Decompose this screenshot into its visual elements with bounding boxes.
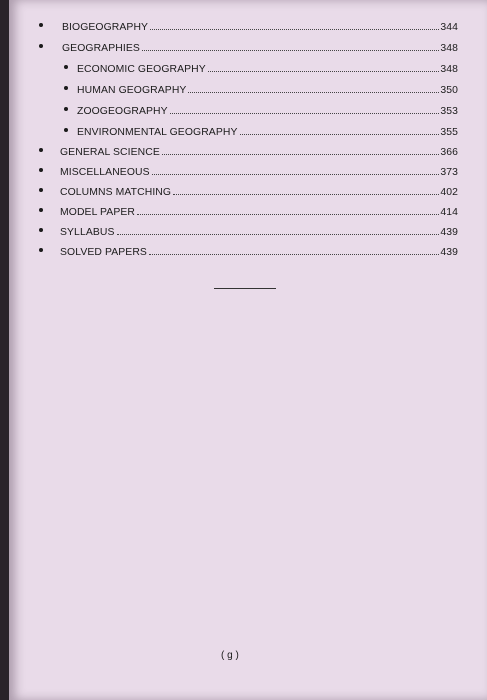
toc-entry-label: SYLLABUS [60, 227, 115, 238]
toc-entry-page: 348 [440, 43, 458, 54]
dot-leader [117, 233, 440, 235]
toc-entry-label: ZOOGEOGRAPHY [77, 106, 168, 117]
bullet-icon [39, 44, 43, 48]
toc-entry-page: 353 [440, 106, 458, 117]
page-number: ( g ) [221, 650, 239, 661]
bullet-icon [39, 208, 43, 212]
toc-entry-page: 414 [440, 207, 458, 218]
bullet-icon [39, 23, 43, 27]
toc-entry-page: 402 [440, 187, 458, 198]
toc-entry-columns-matching [60, 182, 458, 198]
toc-entry-label: MISCELLANEOUS [60, 167, 150, 178]
toc-entry-page: 373 [440, 167, 458, 178]
toc-entry-syllabus [60, 222, 458, 238]
toc-entry-environmental-geography [77, 122, 458, 138]
toc-entry-label: SOLVED PAPERS [60, 247, 147, 258]
toc-entry-page: 344 [440, 22, 458, 33]
toc-entry-page: 355 [440, 127, 458, 138]
bullet-icon [64, 65, 68, 69]
dot-leader [142, 49, 439, 51]
toc-entry-label: ENVIRONMENTAL GEOGRAPHY [77, 127, 238, 138]
toc-entry-page: 348 [440, 64, 458, 75]
toc-entry-label: MODEL PAPER [60, 207, 136, 218]
toc-entry-general-science [60, 142, 458, 158]
dot-leader [173, 193, 439, 195]
toc-entry-label: GENERAL SCIENCE [60, 147, 160, 158]
dot-leader [137, 213, 439, 215]
dot-leader [240, 133, 440, 135]
toc-entry-label: GEOGRAPHIES [62, 43, 140, 54]
bullet-icon [39, 148, 43, 152]
toc-entry-page: 350 [440, 85, 458, 96]
dot-leader [162, 153, 440, 155]
toc-entry-human-geography [77, 80, 458, 96]
toc-entry-label: BIOGEOGRAPHY [62, 22, 149, 33]
dot-leader [170, 112, 440, 114]
bullet-icon [64, 107, 68, 111]
toc-entry-page: 439 [440, 227, 458, 238]
section-divider [214, 288, 276, 289]
toc-entry-zoogeography [77, 101, 458, 117]
toc-entry-page: 439 [440, 247, 458, 258]
dot-leader [188, 91, 439, 93]
toc-entry-model-paper [60, 202, 458, 218]
dot-leader [152, 173, 440, 175]
toc-entry-economic-geography [77, 59, 458, 75]
dot-leader [150, 28, 439, 30]
document-page [9, 0, 487, 700]
toc-entry-label: HUMAN GEOGRAPHY [77, 85, 187, 96]
dot-leader [149, 253, 439, 255]
toc-entry-label: COLUMNS MATCHING [60, 187, 172, 198]
bullet-icon [39, 188, 43, 192]
bullet-icon [64, 128, 68, 132]
toc-entry-label: ECONOMIC GEOGRAPHY [77, 64, 206, 75]
toc-entry-biogeography [62, 17, 458, 33]
dot-leader [208, 70, 440, 72]
toc-entry-solved-papers [60, 242, 458, 258]
bullet-icon [39, 248, 43, 252]
toc-entry-miscellaneous [60, 162, 458, 178]
bullet-icon [64, 86, 68, 90]
toc-entry-page: 366 [440, 147, 458, 158]
bullet-icon [39, 168, 43, 172]
bullet-icon [39, 228, 43, 232]
toc-entry-geographies [62, 38, 458, 54]
